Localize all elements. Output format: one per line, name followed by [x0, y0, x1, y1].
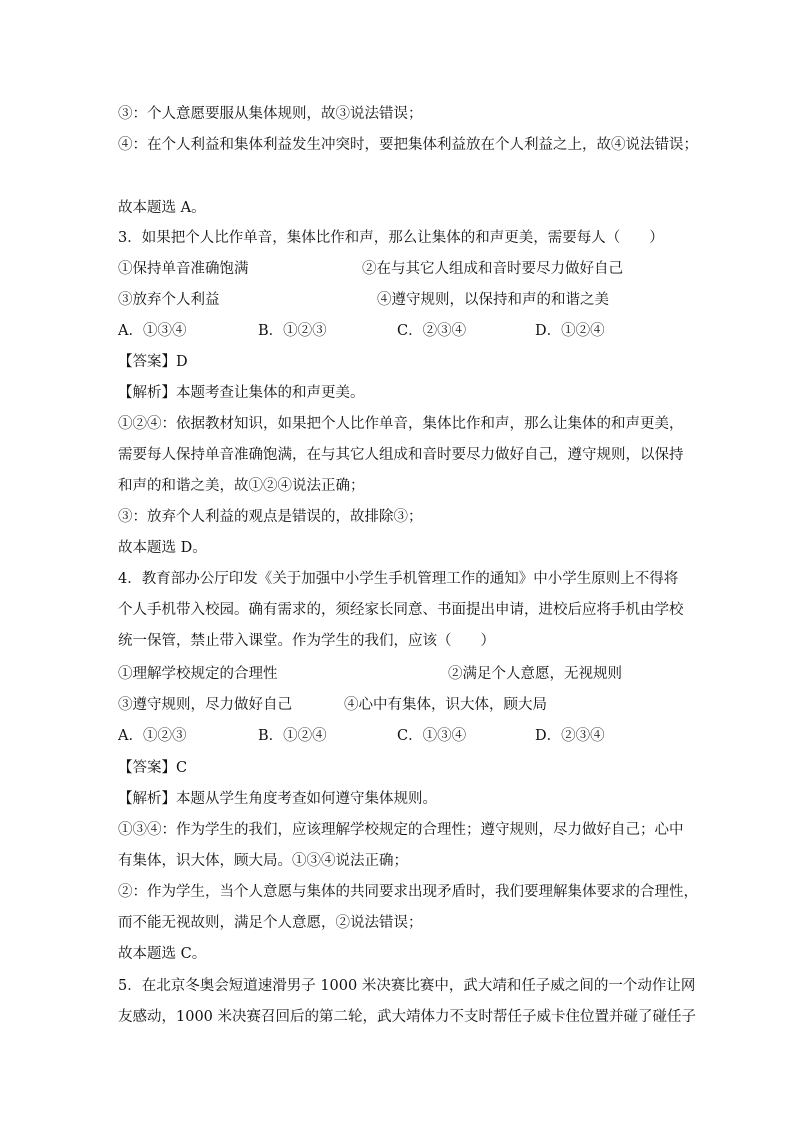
q3-explanation-line: 和声的和谐之美，故①②④说法正确；	[118, 478, 365, 494]
q3-choice-b: B．①②③	[258, 323, 327, 339]
q4-choice-c: C．①③④	[397, 728, 467, 744]
q3-explanation-line: ③：放弃个人利益的观点是错误的，故排除③；	[118, 509, 423, 525]
q3-option-1: ①保持单音准确饱满	[118, 261, 249, 277]
q4-answer: 【答案】C	[118, 760, 188, 776]
q3-explanation-heading: 【解析】本题考查让集体的和声更美。	[118, 385, 365, 401]
q4-option-4: ④心中有集体，识大体，顾大局	[344, 697, 547, 713]
question-4-stem: 个人手机带入校园。确有需求的，须经家长同意、书面提出申请，进校后应将手机由学校	[118, 602, 684, 618]
q3-option-4: ④遵守规则，以保持和声的和谐之美	[377, 292, 609, 308]
explanation-line: ③：个人意愿要服从集体规则，故③说法错误；	[118, 106, 423, 122]
q3-option-2: ②在与其它人组成和音时要尽力做好自己	[362, 261, 623, 277]
question-4-stem: 4．教育部办公厅印发《关于加强中小学生手机管理工作的通知》中小学生原则上不得将	[118, 571, 679, 587]
question-5-stem: 友感动，1000 米决赛召回后的第二轮，武大靖体力不支时帮任子威卡住位置并碰了碰任子	[118, 1009, 697, 1025]
q3-conclusion: 故本题选 D。	[118, 540, 207, 556]
q4-option-3: ③遵守规则，尽力做好自己	[118, 697, 292, 713]
q4-explanation-line: 有集体，识大体，顾大局。①③④说法正确；	[118, 853, 408, 869]
question-4-stem: 统一保管，禁止带入课堂。作为学生的我们，应该（ ）	[118, 633, 495, 649]
q3-choice-a: A．①③④	[118, 323, 187, 339]
q3-choice-c: C．②③④	[397, 323, 467, 339]
q4-choice-b: B．①②④	[258, 728, 327, 744]
q3-choice-d: D．①②④	[535, 323, 605, 339]
question-3-stem: 3．如果把个人比作单音，集体比作和声，那么让集体的和声更美，需要每人（ ）	[118, 230, 664, 246]
q3-answer: 【答案】D	[118, 354, 188, 370]
q4-choice-d: D．②③④	[535, 728, 605, 744]
q4-explanation-line: ①③④：作为学生的我们，应该理解学校规定的合理性；遵守规则，尽力做好自己；心中	[118, 822, 684, 838]
q4-explanation-line: ②：作为学生，当个人意愿与集体的共同要求出现矛盾时，我们要理解集体要求的合理性，	[118, 884, 698, 900]
question-5-stem: 5．在北京冬奥会短道速滑男子 1000 米决赛比赛中，武大靖和任子威之间的一个动作让网	[118, 978, 696, 994]
q3-option-3: ③放弃个人利益	[118, 292, 220, 308]
q4-explanation-line: 而不能无视故则，满足个人意愿，②说法错误；	[118, 915, 423, 931]
q3-explanation-line: ①②④：依据教材知识，如果把个人比作单音，集体比作和声，那么让集体的和声更美，	[118, 416, 684, 432]
explanation-line: ④：在个人利益和集体利益发生冲突时，要把集体利益放在个人利益之上，故④说法错误；	[118, 137, 698, 153]
q4-explanation-heading: 【解析】本题从学生角度考查如何遵守集体规则。	[118, 791, 437, 807]
q4-choice-a: A．①②③	[118, 728, 187, 744]
q4-option-2: ②满足个人意愿，无视规则	[448, 666, 622, 682]
q3-explanation-line: 需要每人保持单音准确饱满，在与其它人组成和音时要尽力做好自己，遵守规则，以保持	[118, 447, 684, 463]
q4-option-1: ①理解学校规定的合理性	[118, 666, 278, 682]
answer-conclusion: 故本题选 A。	[118, 200, 206, 216]
q4-conclusion: 故本题选 C。	[118, 946, 207, 962]
